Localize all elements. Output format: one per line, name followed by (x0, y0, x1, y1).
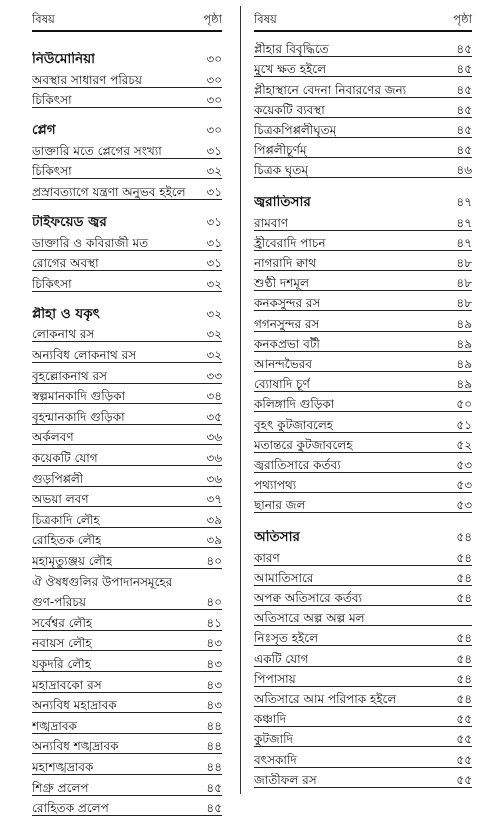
column-divider (240, 6, 241, 794)
entry-title: চিকিৎসা (32, 276, 72, 291)
page-number: ৩২ (206, 276, 222, 291)
page-number: ৩৫ (206, 409, 222, 424)
toc-entry (32, 321, 222, 343)
entry-title: প্লীহাস্থানে বেদনা নিবারণের জন্য (254, 82, 407, 97)
section-heading (32, 107, 222, 137)
entry-title: নিঃসৃত হইলে (254, 631, 319, 646)
entry-title: অন্যবিধ শঙ্খদ্রাবক (32, 739, 119, 754)
header-rule (32, 30, 222, 32)
section-heading (254, 512, 472, 544)
entry-title: হ্রীবেরাদি পাচন (254, 235, 326, 250)
toc-entry (254, 565, 472, 586)
page-number: ৪৯ (456, 316, 472, 331)
entry-title: কয়েকটি যোগ (32, 450, 98, 465)
entry-title: জ্বরাতিসারে কর্তব্য (254, 457, 341, 472)
entry-title: রোগের অবস্থা (32, 256, 99, 271)
page-number: ৫৫ (456, 712, 472, 727)
entry-title: পিপাসায় (254, 671, 296, 686)
page-number: ৩৩ (206, 368, 222, 383)
page-number: ৫৪ (456, 671, 472, 686)
page-number: ৪৭ (456, 235, 472, 250)
toc-entry (32, 630, 222, 652)
left-header (32, 6, 222, 26)
entry-title: লোকনাথ রস (32, 327, 95, 342)
header-page-label: পৃষ্ঠা (453, 12, 472, 26)
page-number: ৪৫ (456, 82, 472, 97)
page-number: ৩০ (206, 72, 222, 87)
toc-entry (254, 290, 472, 311)
entry-title: গুড়পিপ্পলী (32, 471, 84, 486)
page-number: ৫৪ (456, 631, 472, 646)
toc-entry (254, 36, 472, 57)
entry-title: ডাক্তারি ও কবিরাজী মত (32, 235, 149, 250)
toc-entry (32, 650, 222, 672)
entry-title: আনন্দভৈরব (254, 356, 313, 371)
toc-entry (254, 270, 472, 291)
page-number: ৩৪ (206, 389, 222, 404)
toc-entry (32, 527, 222, 549)
entry-title: নাগরাদি ক্বাথ (254, 255, 317, 270)
toc-entry (254, 157, 472, 178)
toc-entry (32, 362, 222, 384)
entry-title: কারণ (254, 550, 280, 565)
section-heading (32, 199, 222, 229)
page-number: ৫৩ (456, 457, 472, 472)
page-number: ৫৪ (456, 651, 472, 666)
section-heading (32, 36, 222, 66)
page-number: ৫৪ (456, 570, 472, 585)
toc-entry (32, 66, 222, 88)
entry-title: অতিসারে অল্প অল্প মল (254, 611, 365, 626)
section-heading (254, 177, 472, 209)
toc-entry (32, 178, 222, 200)
entry-title: অবস্থার সাধারণ পরিচয় (32, 72, 142, 87)
toc-entry (32, 137, 222, 159)
entry-title: রামবাণ (254, 215, 289, 230)
page-number: ৩৬ (206, 450, 222, 465)
page-number: ৩২ (206, 164, 222, 179)
toc-entry (32, 712, 222, 734)
page-number: ৪৫ (456, 143, 472, 158)
page-number: ৪৯ (456, 336, 472, 351)
toc-entry (32, 589, 222, 611)
page-number: ৩০ (206, 52, 222, 66)
section-title: জ্বরাতিসার (254, 195, 311, 210)
page-number: ৫৫ (456, 732, 472, 747)
entry-title: কনকপ্রভা বটী (254, 336, 320, 351)
entry-title: রোহিতক লৌহ (32, 533, 102, 548)
entry-title: চিত্রকপিপ্পলীঘৃতম্ (254, 122, 337, 137)
toc-entry (32, 158, 222, 180)
entry-title: অপক্ব অতিসারে কর্তব্য (254, 590, 362, 605)
entry-title: অভয়া লবণ (32, 492, 89, 507)
entry-title: মহাদ্রাবকো রস (32, 677, 102, 692)
toc-entry (32, 229, 222, 251)
toc-entry (32, 250, 222, 272)
toc-entry (32, 87, 222, 109)
toc-entry (32, 774, 222, 796)
entry-title: শঙ্খদ্রাবক (32, 718, 77, 733)
toc-entry (254, 117, 472, 138)
page-number: ৩৯ (206, 533, 222, 548)
page-number: ৫৪ (456, 550, 472, 565)
page-number: ৫১ (456, 417, 472, 432)
toc-entry (254, 250, 472, 271)
toc-entry (254, 56, 472, 77)
toc-entry (254, 452, 472, 473)
page-number: ৪৫ (456, 62, 472, 77)
toc-entry (254, 666, 472, 687)
toc-entry (254, 767, 472, 788)
section-title: টাইফয়েড জ্বর (32, 215, 107, 229)
toc-entry (254, 432, 472, 453)
entry-title: চিকিৎসা (32, 164, 72, 179)
entry-title: কনকসুন্দর রস (254, 296, 321, 311)
toc-entry (32, 733, 222, 755)
entry-title: বৃহৎ কুটজাবলেহ (254, 417, 334, 432)
page-number: ৪৮ (456, 255, 472, 270)
entry-title: ডাক্তারি মতে প্লেগের সংখ্যা (32, 143, 162, 158)
entry-title: ছানার জল (254, 498, 306, 513)
section-title: অতিসার (254, 530, 300, 545)
entry-title: অন্যবিধ লোকনাথ রস (32, 347, 137, 362)
page-number: ৪৯ (456, 356, 472, 371)
section-title: নিউমোনিয়া (32, 52, 96, 66)
toc-entry (254, 97, 472, 118)
page-number: ৩০ (206, 123, 222, 138)
page-number: ৪৪ (206, 718, 222, 733)
toc-entry (254, 605, 472, 626)
page-number: ৪৫ (206, 780, 222, 795)
toc-entry (254, 411, 472, 432)
page-number: ৪৫ (456, 42, 472, 57)
page-number: ৩২ (206, 347, 222, 362)
page-number: ৩২ (206, 327, 222, 342)
entry-title: একটি যোগ (254, 651, 309, 666)
toc-entry (32, 270, 222, 292)
toc-entry (254, 209, 472, 230)
entry-title: মহাশঙ্খদ্রাবক (32, 759, 94, 774)
page-number: ৫৩ (456, 478, 472, 493)
entry-title: পিপ্পলীচূর্ণম্ (254, 143, 307, 158)
toc-entry (32, 692, 222, 714)
header-subject-label: বিষয় (254, 12, 277, 26)
entry-title: ব্যোষাদি চূর্ণ (254, 377, 310, 392)
page-number: ৪০ (206, 595, 222, 610)
toc-entry (254, 76, 472, 97)
page-number: ৩১ (206, 256, 222, 271)
toc-entry (254, 492, 472, 513)
page-number: ৩৯ (206, 512, 222, 527)
entry-title: ঐ ঔষধগুলির উপাদানসমূহের (32, 574, 173, 589)
toc-entry (32, 506, 222, 528)
page-number: ৩১ (206, 143, 222, 158)
entry-title: গগনসুন্দর রস (254, 316, 320, 331)
toc-entry (32, 547, 222, 569)
page-number: ৩৬ (206, 430, 222, 445)
entry-title: মুখে ক্ষত হইলে (254, 62, 327, 77)
toc-entry (32, 383, 222, 405)
page-number: ৪১ (206, 615, 222, 630)
page-number: ৫৫ (456, 772, 472, 787)
toc-entry (254, 625, 472, 646)
toc-entry (32, 753, 222, 775)
header-rule (254, 30, 472, 32)
entry-title: পথ্যাপথ্য (254, 478, 297, 493)
entry-title: বৎসকাদি (254, 752, 297, 767)
entry-title: বৃহন্মানকাদি গুড়িকা (32, 409, 125, 424)
page-number: ৩১ (206, 235, 222, 250)
page-number: ৪৩ (206, 698, 222, 713)
toc-entry (254, 331, 472, 352)
page-number: ৪৯ (456, 377, 472, 392)
page-number: ৫৫ (456, 752, 472, 767)
page-number: ৩২ (206, 306, 222, 321)
page-number: ৫২ (456, 437, 472, 452)
toc-entry (32, 465, 222, 487)
page-number: ৩১ (206, 215, 222, 229)
entry-title: নবায়স লৌহ (32, 636, 92, 651)
page-number: ৪৭ (456, 195, 472, 210)
page-number: ৪৮ (456, 296, 472, 311)
toc-entry (32, 486, 222, 508)
right-header (254, 6, 472, 26)
page-number: ৪০ (206, 553, 222, 568)
entry-title: শুণ্ঠী দশমূল (254, 276, 309, 291)
entry-title: মতান্তরে কুটজাবলেহ (254, 437, 353, 452)
entry-title: চিকিৎসা (32, 93, 72, 108)
toc-entry (254, 585, 472, 606)
page-number: ৪৩ (206, 677, 222, 692)
page-number: ৪৭ (456, 215, 472, 230)
entry-title: শিগ্রু প্রলেপ (32, 780, 89, 795)
entry-title: জাতীফল রস (254, 772, 317, 787)
page-number: ৩১ (206, 184, 222, 199)
page-number: ৪৩ (206, 636, 222, 651)
entry-title: চিত্রকাদি লৌহ (32, 512, 100, 527)
page-number: ৪৪ (206, 739, 222, 754)
page-number: ৩৬ (206, 471, 222, 486)
toc-entry (254, 391, 472, 412)
entry-title: কুটজাদি (254, 732, 293, 747)
page-number: ৫৪ (456, 691, 472, 706)
toc-entry (254, 645, 472, 666)
toc-entry (32, 424, 222, 446)
toc-entry (254, 706, 472, 727)
toc-entry (254, 726, 472, 747)
page-number: ৪৫ (206, 801, 222, 816)
toc-entry (32, 795, 222, 816)
entry-title: অর্কলবণ (32, 430, 74, 445)
page-number: ৫০ (456, 397, 472, 412)
toc-entry (32, 671, 222, 693)
section-heading (32, 291, 222, 321)
toc-entry (32, 609, 222, 631)
entry-title: কঞ্চাদি (254, 712, 287, 727)
toc-entry (32, 403, 222, 425)
entry-title: কলিঙ্গাদি গুড়িকা (254, 397, 335, 412)
toc-entry (254, 686, 472, 707)
toc-entry (254, 230, 472, 251)
entry-title: যকৃদরি লৌহ (32, 656, 92, 671)
section-title: প্লীহা ও যকৃৎ (32, 306, 100, 321)
page-number: ৪৩ (206, 656, 222, 671)
header-subject-label: বিষয় (32, 12, 55, 26)
entry-title: প্লীহার বিবৃদ্ধিতে (254, 42, 329, 57)
header-page-label: পৃষ্ঠা (203, 12, 222, 26)
toc-entry (254, 472, 472, 493)
page-number: ৪৫ (456, 122, 472, 137)
entry-title: কয়েকটি ব্যবস্থা (254, 102, 325, 117)
section-title: প্লেগ (32, 123, 56, 138)
toc-entry (254, 310, 472, 331)
entry-title: সর্বেশ্বর লৌহ (32, 615, 93, 630)
toc-entry (32, 568, 222, 589)
toc-entry (32, 444, 222, 466)
toc-entry (254, 544, 472, 565)
page-number: ৪৮ (456, 276, 472, 291)
entry-title: স্বল্পমানকাদি গুড়িকা (32, 389, 126, 404)
page-number: ৫৩ (456, 498, 472, 513)
toc-entry (254, 137, 472, 158)
entry-title: প্রস্রাবত্যাগে যন্ত্রণা অনুভব হইলে (32, 184, 186, 199)
toc-entry (254, 351, 472, 372)
entry-title: গুণ-পরিচয় (32, 595, 86, 610)
entry-title: চিত্রক ঘৃতম্ (254, 163, 309, 178)
page-number: ৪৬ (456, 163, 472, 178)
page-number: ৪৫ (456, 102, 472, 117)
toc-entry (254, 746, 472, 767)
entry-title: মহামৃত্যুঞ্জয় লৌহ (32, 553, 113, 568)
page-number: ৩৭ (206, 492, 222, 507)
entry-title: রোহিতক প্রলেপ (32, 801, 109, 816)
entry-title: আমাতিসারে (254, 570, 314, 585)
toc-entry (254, 371, 472, 392)
entry-title: অতিসারে আম পরিপাক হইলে (254, 691, 397, 706)
entry-title: বৃহল্লোকনাথ রস (32, 368, 107, 383)
page-number: ৫৪ (456, 590, 472, 605)
page-number: ৫৪ (456, 530, 472, 545)
page-number: ৪৪ (206, 759, 222, 774)
toc-entry (32, 341, 222, 363)
entry-title: অন্যবিধ মহাদ্রাবক (32, 698, 117, 713)
page-number: ৩০ (206, 93, 222, 108)
